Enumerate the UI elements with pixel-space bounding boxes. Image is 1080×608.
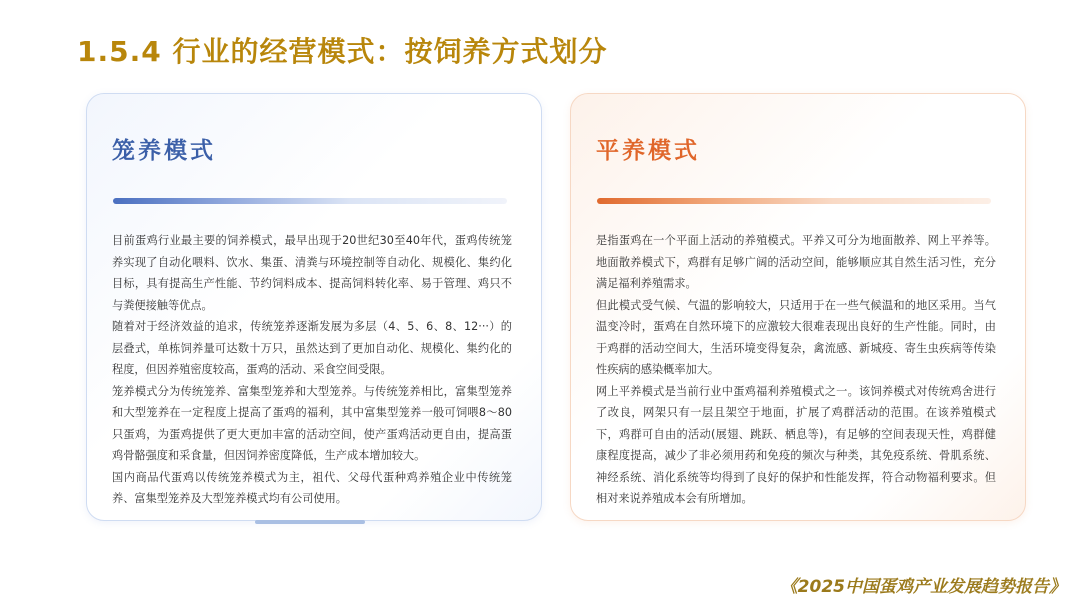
paragraph: 是指蛋鸡在一个平面上活动的养殖模式。平养又可分为地面散养、网上平养等。地面散养模式下，鸡群有足够广阔的活动空间，能够顺应其自然生活习性，充分满足福利养殖需求。	[596, 234, 996, 290]
flat-mode-card	[570, 93, 1026, 521]
paragraph: 网上平养模式是当前行业中蛋鸡福利养殖模式之一。该饲养模式对传统鸡舍进行了改良，网架只有一层且架空于地面，扩展了鸡群活动的范围。在该养殖模式下，鸡群可自由的活动(展翅、跳跃、栖息等)，有足够的空间表现天性，鸡群健康程度提高，减少了非必须用药和免疫的频次与种类，其免疫系统、骨肌系统、神经系统、消化系统等均得到了良好的保护和性能发挥，符合动物福利要求。但相对来说养殖成本会有所增加。	[596, 384, 996, 505]
card-bottom-tab	[255, 520, 365, 524]
paragraph: 但此模式受气候、气温的影响较大，只适用于在一些气候温和的地区采用。当气温变冷时，蛋鸡在自然环境下的应激较大很难表现出良好的生产性能。同时，由于鸡群的活动空间大，生活环境变得复杂，禽流感、新城疫、寄生虫疾病等传染性疾病的感染概率加大。	[596, 298, 996, 376]
paragraph: 国内商品代蛋鸡以传统笼养模式为主，祖代、父母代蛋种鸡养殖企业中传统笼养、富集型笼养及大型笼养模式均有公司使用。	[112, 470, 512, 505]
paragraph: 目前蛋鸡行业最主要的饲养模式，最早出现于20世纪30至40年代，蛋鸡传统笼养实现了自动化喂料、饮水、集蛋、清粪与环境控制等自动化、规模化、集约化目标，具有提高生产性能、节约饲料成本、提高饲料转化率、易于管理、鸡只不与粪便接触等优点。	[112, 234, 512, 312]
paragraph: 笼养模式分为传统笼养、富集型笼养和大型笼养。与传统笼养相比，富集型笼养和大型笼养在一定程度上提高了蛋鸡的福利，其中富集型笼养一般可饲喂8～80只蛋鸡，为蛋鸡提供了更大更加丰富的活动空间，使产蛋鸡活动更自由，提高蛋鸡骨骼强度和采食量，但因饲养密度降低，生产成本增加较大。	[112, 384, 512, 462]
cage-mode-card	[86, 93, 542, 521]
card-body	[112, 230, 512, 510]
card-heading: 平养模式	[596, 138, 700, 164]
paragraph: 随着对于经济效益的追求，传统笼养逐渐发展为多层（4、5、6、8、12···）的层叠式，单栋饲养量可达数十万只，虽然达到了更加自动化、规模化、集约化的程度，但因养殖密度较高，蛋鸡的活动、采食空间受限。	[112, 320, 512, 376]
heading-underline-bar	[597, 198, 991, 204]
card-heading: 笼养模式	[112, 138, 216, 164]
card-body	[596, 230, 996, 510]
heading-underline-bar	[113, 198, 507, 204]
page-title: 1.5.4 行业的经营模式：按饲养方式划分	[77, 35, 608, 68]
report-source-footer: 《2025中国蛋鸡产业发展趋势报告》	[780, 577, 1066, 597]
